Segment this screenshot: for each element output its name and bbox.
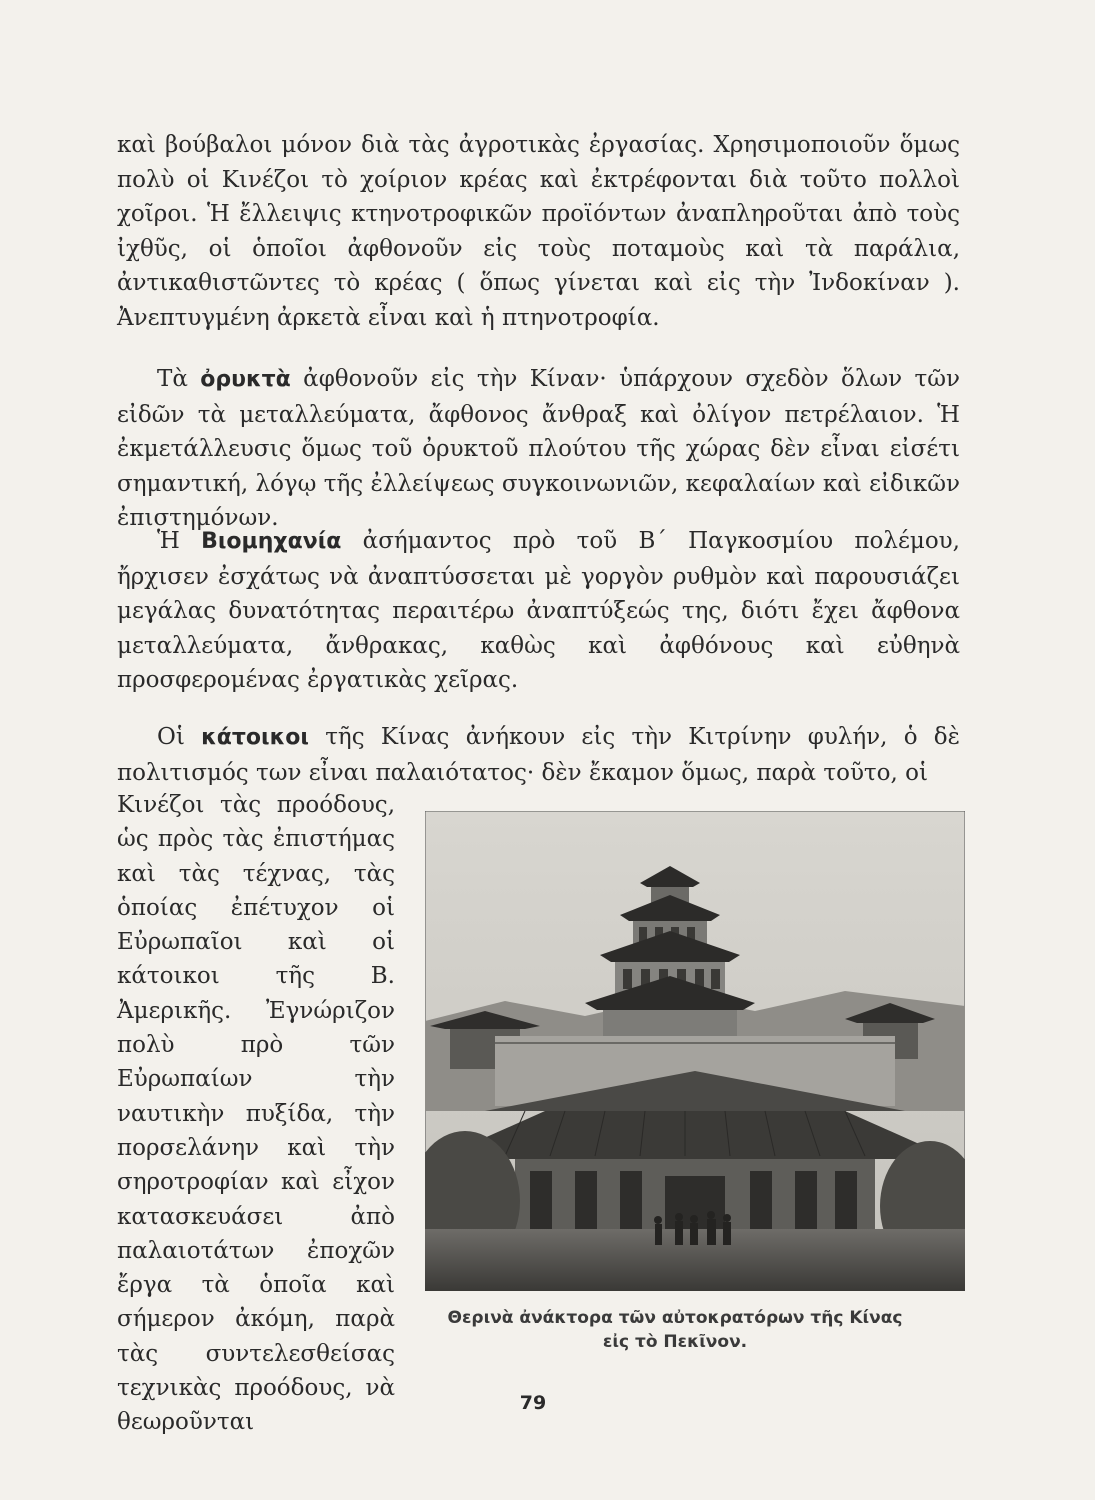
text-run: τῆς Κίνας ἀνήκουν εἰς τὴν Κιτρίνην φυλήν, ὁ δὲ πολιτισμός των εἶναι παλαιότατος· δὲν ἔκαμον ὅμως, παρὰ τοῦτο, οἱ (117, 724, 961, 786)
bold-keyword: Βιομηχανία (201, 529, 342, 554)
paragraph-text (117, 524, 960, 698)
page-number: 79 (519, 1392, 547, 1414)
text-run: Τὰ (157, 366, 201, 392)
caption-line: Θερινὰ ἀνάκτορα τῶν αὐτοκρατόρων τῆς Κίνας (447, 1308, 903, 1328)
text-run: Οἱ (157, 724, 202, 750)
bold-keyword: ὀρυκτὰ (200, 367, 291, 392)
pagoda-photograph (425, 811, 965, 1291)
paragraph-inhabitants (117, 720, 960, 790)
paragraph-text (117, 720, 960, 790)
figure-caption (405, 1306, 945, 1354)
text-run: Ἡ (157, 528, 202, 554)
paragraph-minerals (117, 362, 960, 536)
text-run: ἀσήμαντος πρὸ τοῦ Β΄ Παγκοσμίου πολέμου, ἤρχισεν ἐσχάτως νὰ ἀναπτύσσεται μὲ γοργὸν ρυθμὸν καὶ παρουσιάζει μεγάλας δυνατότητας περαιτέρω ἀναπτύξεώς της, διότι ἔχει ἄφθονα μεταλλεύματα, ἄνθρακας, καθὼς καὶ ἀφθόνους καὶ εὐθηνὰ προσφερομένας ἐργατικὰς χεῖρας. (117, 528, 960, 693)
paragraph-text: καὶ βούβαλοι μόνον διὰ τὰς ἀγροτικὰς ἐργασίας. Χρησιμοποιοῦν ὅμως πολὺ οἱ Κινέζοι τὸ χοίριον κρέας καὶ ἐκτρέφονται διὰ τοῦτο πολλοὶ χοῖροι. Ἡ ἔλλειψις κτηνοτροφικῶν προϊόντων ἀναπληροῦται ἀπὸ τοὺς ἰχθῦς, οἱ ὁποῖοι ἀφθονοῦν εἰς τοὺς ποταμοὺς καὶ τὰ παράλια, ἀντικαθιστῶντες τὸ κρέας ( ὅπως γίνεται καὶ εἰς τὴν Ἰνδοκίναν ). Ἀνεπτυγμένη ἀρκετὰ εἶναι καὶ ἡ πτηνοτροφία. (117, 132, 960, 331)
caption-line: εἰς τὸ Πεκῖνον. (602, 1332, 748, 1352)
paragraph-livestock (117, 128, 960, 335)
paragraph-industry (117, 524, 960, 698)
summer-palace-image (425, 811, 965, 1291)
bold-keyword: κάτοικοι (201, 725, 309, 750)
paragraph-text (117, 362, 960, 536)
paragraph-inhabitants-continued: Κινέζοι τὰς προόδους, ὡς πρὸς τὰς ἐπιστήμας καὶ τὰς τέχνας, τὰς ὁποίας ἐπέτυχον οἱ Εὐρωπαῖοι καὶ οἱ κάτοικοι τῆς Β. Ἀμερικῆς. Ἐγνώριζον πολὺ πρὸ τῶν Εὐρωπαίων τὴν ναυτικὴν πυξίδα, τὴν πορσελάνην καὶ τὴν σηροτροφίαν καὶ εἶχον κατασκευάσει ἀπὸ παλαιοτάτων ἐποχῶν ἔργα τὰ ὁποῖα καὶ σήμερον ἀκόμη, παρὰ τὰς συντελεσθείσας τεχνικὰς προόδους, νὰ θεωροῦνται (117, 792, 395, 1436)
text-run: ἀφθονοῦν εἰς τὴν Κίναν· ὑπάρχουν σχεδὸν ὅλων τῶν εἰδῶν τὰ μεταλλεύματα, ἄφθονος ἄνθραξ καὶ ὀλίγον πετρέλαιον. Ἡ ἐκμετάλλευσις ὅμως τοῦ ὀρυκτοῦ πλούτου τῆς χώρας δὲν εἶναι εἰσέτι σημαντική, λόγῳ τῆς ἐλλείψεως συγκοινωνιῶν, κεφαλαίων καὶ εἰδικῶν ἐπιστημόνων. (117, 366, 961, 531)
